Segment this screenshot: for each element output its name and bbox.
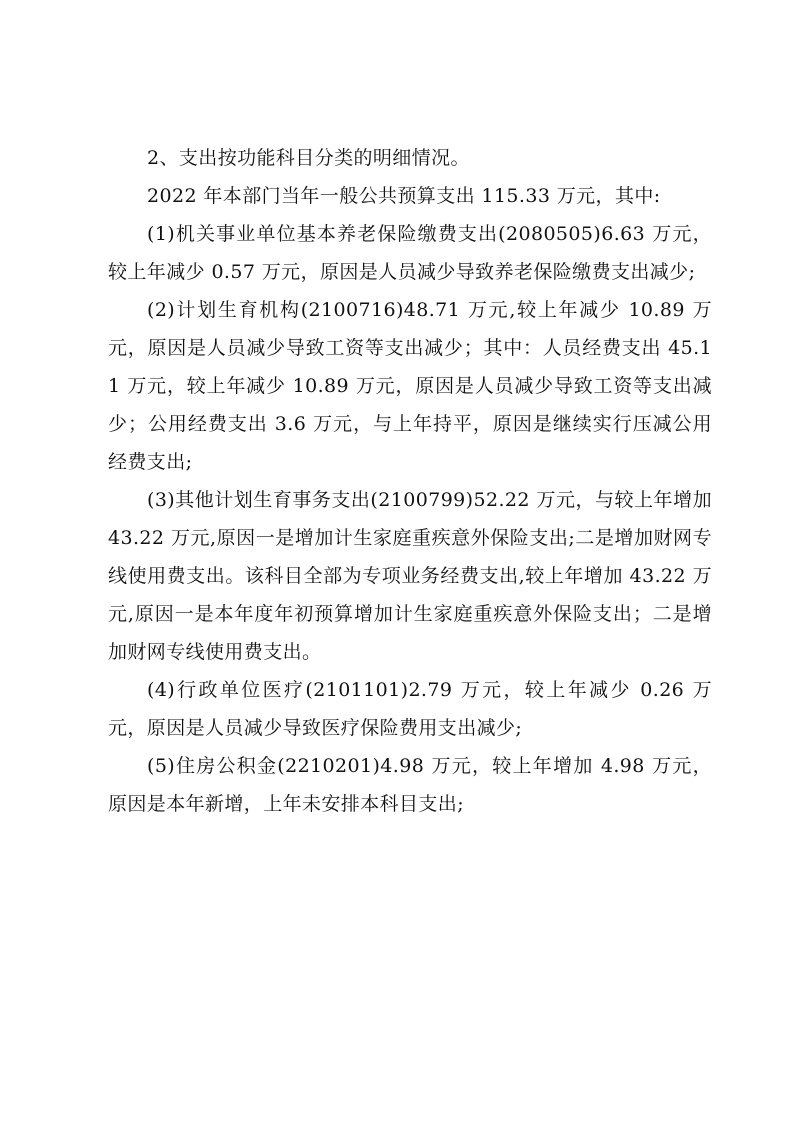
item-pension-insurance: (1)机关事业单位基本养老保险缴费支出(2080505)6.63 万元，较上年减少 0.57 万元，原因是人员减少导致养老保险缴费支出减少; (108, 223, 712, 283)
section-heading: 2、支出按功能科目分类的明细情况。 (147, 147, 470, 169)
document-body (108, 139, 712, 823)
item-other-family-planning: (3)其他计划生育事务支出(2100799)52.22 万元，与较上年增加 43.22 万元,原因一是增加计生家庭重疾意外保险支出;二是增加财网专线使用费支出。该科目全部为专项业务经费支出,较上年增加 43.22 万元,原因一是本年度年初预算增加计生家庭重疾意外保险支出；二是增加财网专线使用费支出。 (108, 489, 712, 663)
item-housing-fund: (5)住房公积金(2210201)4.98 万元，较上年增加 4.98 万元，原因是本年新增，上年未安排本科目支出; (108, 755, 712, 815)
item-family-planning-institution: (2)计划生育机构(2100716)48.71 万元,较上年减少 10.89 万元，原因是人员减少导致工资等支出减少；其中：人员经费支出 45.11 万元，较上年减少 10.89 万元，原因是人员减少导致工资等支出减少；公用经费支出 3.6 万元，与上年持平，原因是继续实行压减公用经费支出; (108, 299, 712, 473)
item-administrative-medical: (4)行政单位医疗(2101101)2.79 万元，较上年减少 0.26 万元，原因是人员减少导致医疗保险费用支出减少; (108, 679, 712, 739)
summary-paragraph: 2022 年本部门当年一般公共预算支出 115.33 万元，其中: (147, 185, 661, 207)
